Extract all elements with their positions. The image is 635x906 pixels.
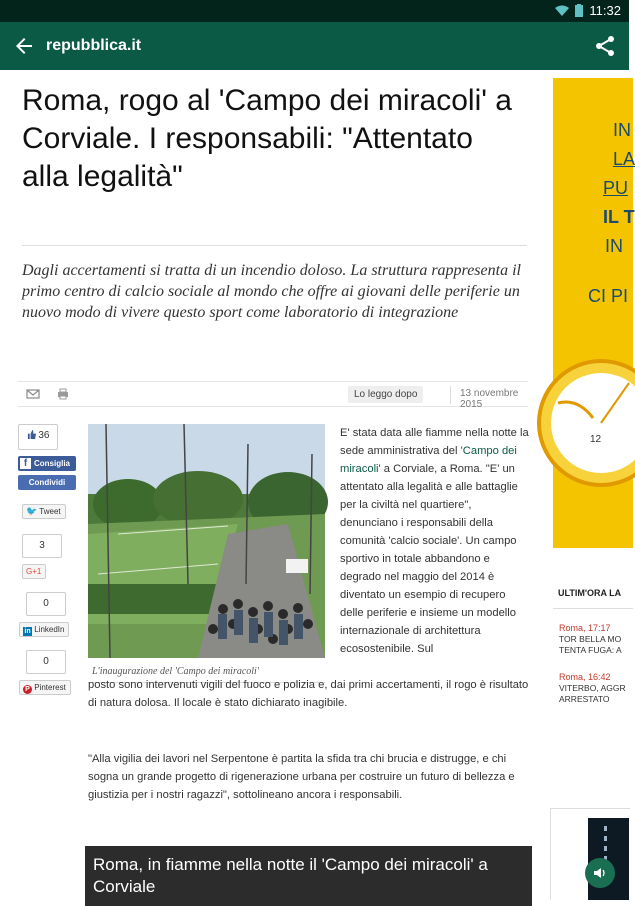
article-view[interactable] (0, 70, 635, 900)
linkedin-button[interactable]: in LinkedIn (19, 622, 69, 637)
back-arrow-icon[interactable] (12, 34, 36, 58)
ad-text-line: CI PI (588, 286, 629, 306)
status-time: 11:32 (589, 3, 621, 18)
thumb-up-icon (27, 430, 36, 439)
app-title: repubblica.it (46, 37, 142, 54)
article-toolbar (18, 381, 528, 410)
ultimora-divider (553, 608, 633, 609)
status-bar (0, 0, 629, 22)
photo-caption: L'inaugurazione del 'Campo dei miracoli' (92, 666, 259, 677)
ad-text-line: IN (613, 120, 631, 140)
news-item[interactable]: Roma, 17:17 TOR BELLA MO TENTA FUGA: A (559, 623, 622, 655)
article-body-paragraph: "Alla vigilia dei lavori nel Serpentone è partita la sfida tra chi brucia e distrugge, e chi sogna un grande progetto di rigenerazione urbana per costruire un futuro di bellezza e giustizia per i nostri ragazzi", sottolineano ancora i responsabili. (88, 753, 515, 801)
pinterest-icon: P (23, 685, 32, 694)
article-photo[interactable] (88, 424, 325, 658)
article-body-paragraph: posto sono intervenuti vigili del fuoco e polizia e, dai primi accertamenti, il rogo è risultato di natura dolosa. Il locale è stato dichiarato inagibile. (88, 679, 529, 709)
linkedin-counter: 0 (26, 592, 66, 616)
ad-text-line: LA (613, 149, 635, 169)
campo-miracoli-link[interactable]: 'Campo dei miracoli' (340, 445, 517, 475)
article-summary: Dagli accertamenti si tratta di un incendio doloso. La struttura rappresenta il primo centro di calcio sociale al mondo che offre ai giovani delle periferie un nuovo modo di vivere questo sport come laboratorio di integrazione (22, 262, 521, 321)
toolbar-separator (450, 386, 451, 404)
gplus-counter: 3 (22, 534, 62, 558)
sidebar-ad[interactable] (553, 78, 633, 548)
share-icon[interactable] (593, 34, 617, 58)
app-bar (0, 22, 629, 70)
gplus-button[interactable]: G+1 (22, 564, 46, 579)
article-headline: Roma, rogo al 'Campo dei miracoli' a Corviale. I responsabili: "Attentato alla legalità" (22, 84, 512, 193)
ad-clock-graphic (553, 343, 633, 523)
speaker-icon (593, 866, 607, 880)
ad-text-line: IL T (603, 207, 635, 227)
fb-like-button[interactable]: f Consiglia (18, 456, 76, 471)
article-date: 13 novembre 2015 (460, 388, 519, 410)
ad-text-line: PU (603, 178, 629, 198)
facebook-icon: f (20, 458, 31, 469)
article-body-column: E' stata data alle fiamme nella notte la sede amministrativa del 'Campo dei miracoli' a Corviale, a Roma. "E' un attentato alla legalità e alle battaglie per la civiltà nel quartiere", denunciano i responsabili della comunità 'calcio sociale'. Un campo sportivo in totale abbandono e degrado nel maggio del 2014 è diventato un esempio di recupero delle periferie e insieme un modello internazionale di architettura ecosostenibile. Sul (340, 427, 529, 655)
related-article-card[interactable]: Roma, in fiamme nella notte il 'Campo dei miracoli' a Corviale (85, 846, 532, 906)
print-icon[interactable] (56, 387, 70, 401)
twitter-icon: 🐦 (26, 506, 38, 516)
wifi-icon (555, 5, 569, 17)
ultimora-header: ULTIM'ORA LA (558, 588, 622, 598)
status-icons (555, 3, 621, 18)
pinterest-counter: 0 (26, 650, 66, 674)
read-later-button[interactable]: Lo leggo dopo (348, 386, 423, 403)
email-icon[interactable] (26, 387, 40, 401)
fb-like-counter: 36 (18, 424, 58, 450)
divider (22, 245, 527, 246)
battery-icon (575, 4, 583, 17)
ad-clock-number: 12 (590, 434, 602, 445)
news-item[interactable]: Roma, 16:42 VITERBO, AGGR ARRESTATO (559, 672, 626, 704)
audio-button[interactable] (585, 858, 615, 888)
linkedin-icon: in (24, 628, 31, 635)
fb-share-button[interactable]: Condividi (18, 475, 76, 490)
pinterest-button[interactable]: P Pinterest (19, 680, 71, 695)
tweet-button[interactable]: 🐦 Tweet (22, 504, 66, 519)
ad-text-line: IN (605, 236, 623, 256)
